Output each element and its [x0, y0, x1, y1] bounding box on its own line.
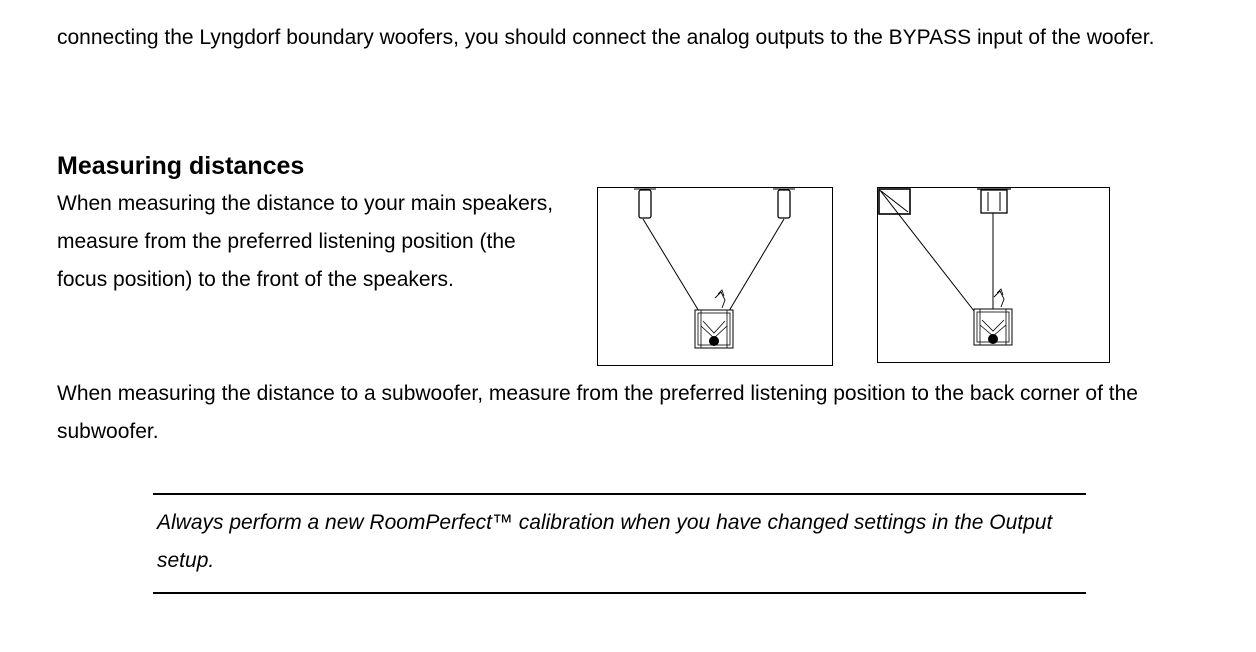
- intro-paragraph: connecting the Lyngdorf boundary woofers, you should connect the analog outputs to the BYPASS input of the woofer.: [57, 26, 1155, 49]
- main-speakers-paragraph: When measuring the distance to your main speakers, measure from the preferred listening position (the focus position) to the front of the speakers.: [57, 192, 554, 291]
- subwoofer-paragraph: When measuring the distance to a subwoofer, measure from the preferred listening position to the back corner of the subwoofer.: [57, 382, 1138, 443]
- subwoofer-icon: [879, 189, 910, 214]
- note-bottom-rule: [153, 592, 1086, 594]
- main-speakers-distance-diagram: [597, 186, 834, 367]
- calibration-note: Always perform a new RoomPerfect™ calibration when you have changed settings in the Output setup.: [157, 511, 1053, 572]
- note-top-rule: [153, 493, 1086, 495]
- subwoofer-distance-diagram: [877, 186, 1111, 364]
- main-speaker-icon: [977, 189, 1011, 213]
- section-heading: Measuring distances: [57, 152, 305, 180]
